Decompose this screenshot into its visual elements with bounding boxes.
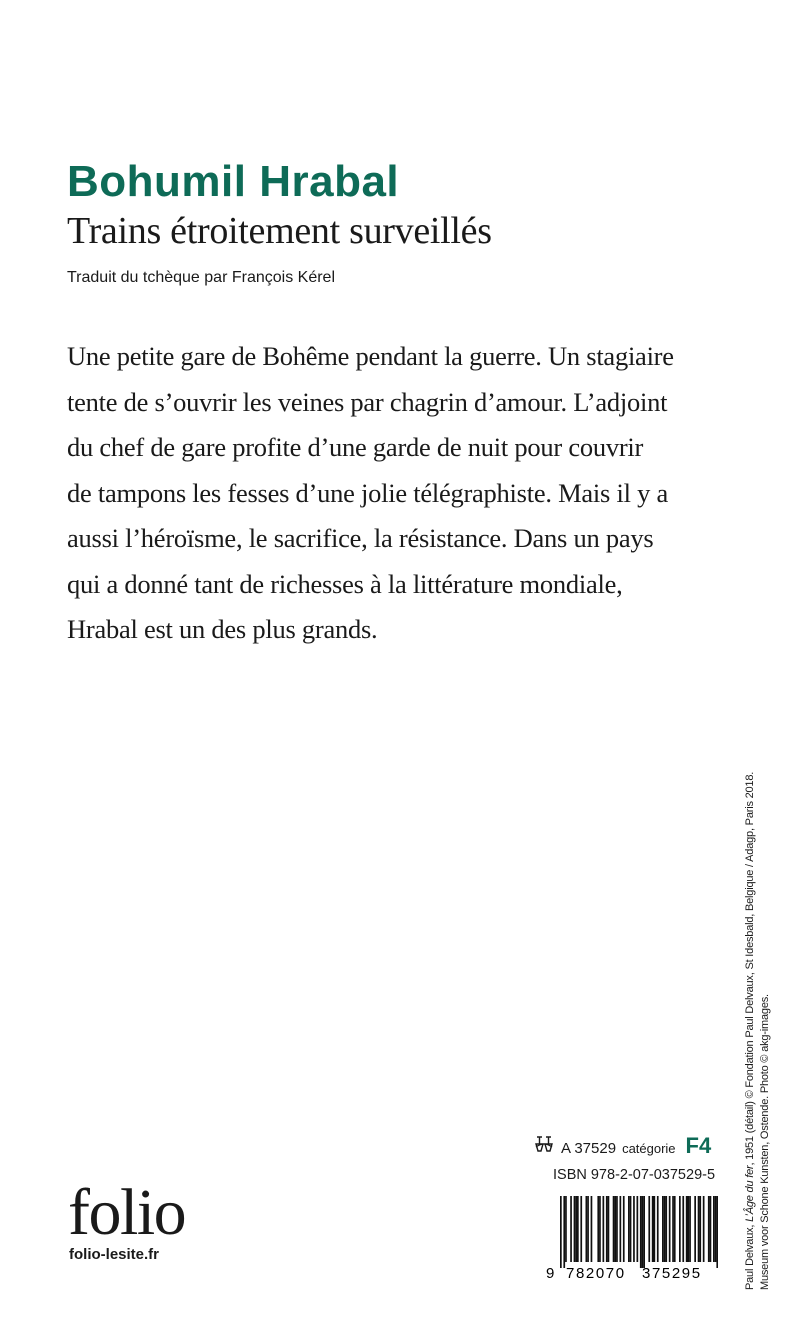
credit-text: Paul Delvaux, — [744, 1221, 756, 1290]
reference-number: A 37529 — [561, 1140, 617, 1157]
barcode-bar — [614, 1196, 616, 1262]
barcode-right-digits: 375295 — [642, 1265, 702, 1280]
barcode-bar — [616, 1196, 618, 1262]
barcode-bar — [628, 1196, 630, 1262]
barcode-bar — [703, 1196, 705, 1262]
blurb — [67, 334, 757, 653]
blurb-line: du chef de gare profite d’une garde de nuit pour couvrir — [67, 432, 644, 462]
barcode-bar — [575, 1196, 577, 1262]
blurb-line: qui a donné tant de richesses à la littérature mondiale, — [67, 568, 623, 599]
barcode-bar — [699, 1196, 701, 1262]
barcode-bar — [613, 1196, 615, 1262]
barcode-bar — [674, 1196, 676, 1262]
barcode-bar — [642, 1196, 644, 1268]
barcode-bar — [716, 1196, 718, 1268]
barcode-bar — [591, 1196, 593, 1262]
barcode-bar — [560, 1196, 562, 1268]
barcode-bar — [689, 1196, 691, 1262]
barcode-left-digits: 782070 — [566, 1265, 626, 1280]
barcode-bar — [606, 1196, 608, 1262]
barcode-bar — [597, 1196, 599, 1262]
barcode-bar — [623, 1196, 625, 1262]
artwork-title: L’Âge du fer — [744, 1165, 756, 1222]
barcode-bar — [587, 1196, 589, 1262]
publisher-website[interactable]: folio-lesite.fr — [69, 1246, 160, 1263]
barcode-bar — [637, 1196, 639, 1262]
catalog-codes — [533, 1133, 716, 1183]
barcode-bar — [603, 1196, 605, 1262]
barcode — [546, 1196, 718, 1280]
gallimard-monogram-icon — [533, 1135, 555, 1153]
barcode-bar — [580, 1196, 582, 1262]
barcode-bar — [586, 1196, 588, 1262]
barcode-bar — [565, 1196, 567, 1262]
category-label: catégorie — [622, 1141, 676, 1156]
barcode-bar — [686, 1196, 688, 1262]
blurb-line: aussi l’héroïsme, le sacrifice, la résistance. Dans un pays — [67, 523, 654, 553]
barcode-bar — [682, 1196, 684, 1262]
barcode-bar — [648, 1196, 650, 1262]
barcode-bar — [620, 1196, 622, 1262]
credit-line-1 — [743, 680, 758, 1290]
barcode-bar — [698, 1196, 700, 1262]
barcode-bar — [708, 1196, 710, 1262]
barcode-bar — [563, 1196, 565, 1268]
blurb-line: tente de s’ouvrir les veines par chagrin d’amour. L’adjoint — [67, 386, 668, 417]
barcode-bar — [694, 1196, 696, 1262]
barcode-bar — [643, 1196, 645, 1268]
barcode-bar — [669, 1196, 671, 1262]
translator-credit: Traduit du tchèque par François Kérel — [67, 269, 335, 286]
cover-art-credit — [743, 680, 773, 1290]
blurb-line: de tampons les fesses d’une jolie télégraphiste. Mais il y a — [67, 477, 668, 508]
isbn: ISBN 978-2-07-037529-5 — [553, 1167, 716, 1183]
barcode-bar — [599, 1196, 601, 1262]
barcode-bar — [640, 1196, 642, 1268]
barcode-bar — [715, 1196, 717, 1262]
barcode-bar — [608, 1196, 610, 1262]
barcode-bar — [630, 1196, 632, 1262]
folio-logo: folio — [68, 1176, 186, 1249]
barcode-bar — [574, 1196, 576, 1262]
barcode-bar — [577, 1196, 579, 1262]
barcode-bar — [662, 1196, 664, 1262]
blurb-line: Hrabal est un des plus grands. — [67, 614, 378, 644]
barcode-bar — [652, 1196, 654, 1262]
barcode-bar — [665, 1196, 667, 1262]
barcode-bar — [664, 1196, 666, 1262]
barcode-bar — [688, 1196, 690, 1262]
author-name: Bohumil Hrabal — [67, 157, 400, 206]
barcode-bar — [672, 1196, 674, 1262]
blurb-line: Une petite gare de Bohême pendant la guerre. Un stagiaire — [67, 341, 674, 371]
credit-text: , 1951 (détail) © Fondation Paul Delvaux, St Idesbald, Belgique / Adagp, Paris 2018. — [744, 771, 756, 1166]
barcode-bar — [633, 1196, 635, 1262]
barcode-bar — [570, 1196, 572, 1262]
category-code: F4 — [685, 1133, 712, 1158]
barcode-bar — [713, 1196, 715, 1262]
credit-line-2: Museum voor Schone Kunsten, Ostende. Photo © akg-images. — [759, 994, 771, 1290]
barcode-first-digit: 9 — [546, 1265, 555, 1280]
barcode-bar — [657, 1196, 659, 1262]
barcode-bar — [710, 1196, 712, 1262]
barcode-bar — [679, 1196, 681, 1262]
book-title: Trains étroitement surveillés — [67, 210, 492, 252]
barcode-bar — [654, 1196, 656, 1262]
